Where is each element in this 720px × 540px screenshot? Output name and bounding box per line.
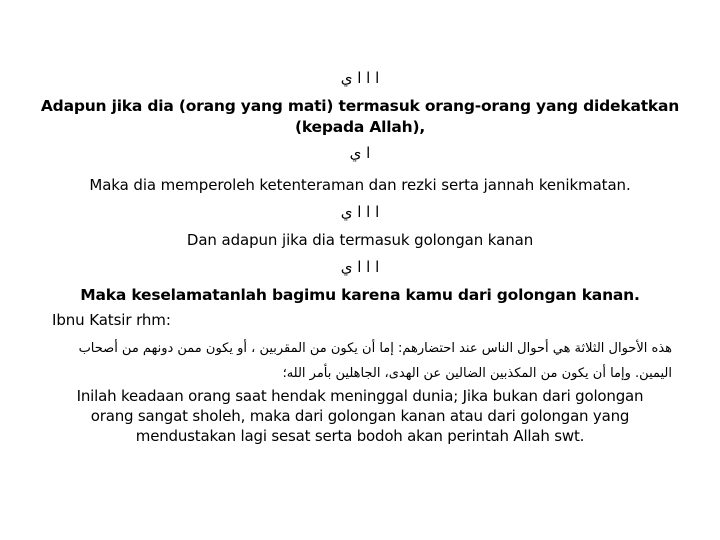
tafsir-explanation-line-1: Inilah keadaan orang saat hendak meninggal dunia; Jika bukan dari golongan (76, 387, 644, 405)
verse-1-arabic: ا ا ا ي (340, 69, 380, 87)
tafsir-label: Ibnu Katsir rhm: (52, 311, 171, 329)
verse-3-arabic: ا ا ا ي (340, 203, 380, 221)
tafsir-explanation-line-2: orang sangat sholeh, maka dari golongan kanan atau dari golongan yang (90, 407, 630, 425)
verse-2-translation: Maka dia memperoleh ketenteraman dan rezki serta jannah kenikmatan. (89, 176, 631, 194)
tafsir-explanation-line-3: mendustakan lagi sesat serta bodoh akan perintah Allah swt. (135, 427, 585, 445)
tafsir-arabic-quote: هذه الأحوال الثلاثة هي أحوال الناس عند احتضارهم: إما أن يكون من المقربين ، أو يكون ممن دونهم من أصحاب اليمين. وإما أن يكون من المكذبين الضالين عن الهدى، الجاهلين بأمر الله؛ (78, 341, 672, 381)
tafsir-explanation (30, 386, 690, 446)
verse-1-translation-line-2: (kepada Allah), (294, 118, 426, 136)
verse-2-arabic: ا ي (349, 144, 371, 162)
verse-4-arabic: ا ا ا ي (340, 258, 380, 276)
verse-3-translation: Dan adapun jika dia termasuk golongan kanan (186, 231, 534, 249)
verse-1-translation-line-1: Adapun jika dia (orang yang mati) termasuk orang-orang yang didekatkan (40, 97, 680, 115)
verse-4-translation: Maka keselamatanlah bagimu karena kamu dari golongan kanan. (80, 286, 640, 304)
